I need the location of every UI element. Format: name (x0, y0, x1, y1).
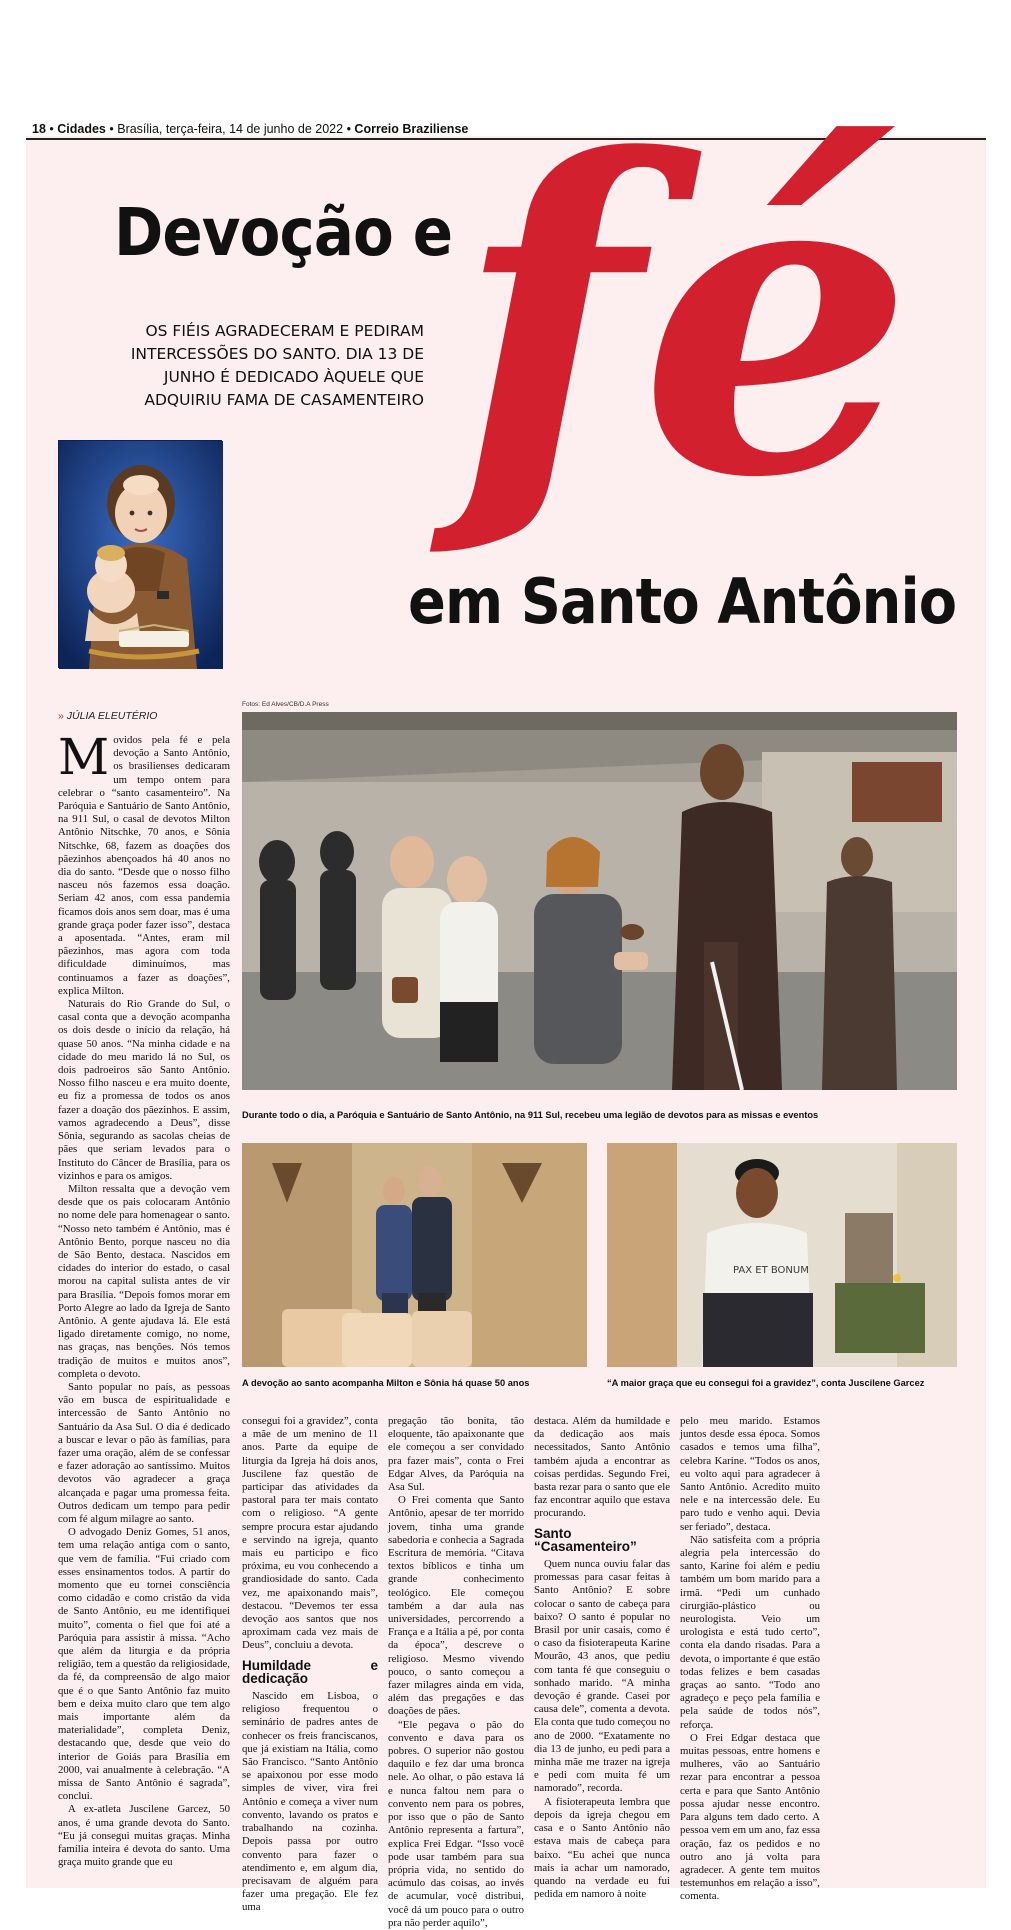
folio-separator: • (109, 122, 118, 136)
woman-illustration (607, 1143, 957, 1367)
article-paragraph: O Frei comenta que Santo Antônio, apesar de ter morrido jovem, tinha uma grande sabedoria e conhecia a Sagrada Escritura de memória. “Citava textos bíblicos e tinha um grande conhecimento teológico. Ele começou também a dar aula nas universidades, percorrendo a França e a Itália a pé, por conta da época”, descreve o religioso. Mesmo vivendo pouco, o santo começou a fazer milagres ainda em vida, além das pregações e das doações de pães. (388, 1494, 524, 1718)
article-paragraph: O advogado Deniz Gomes, 51 anos, tem uma relação antiga com o santo, que vem de família. “Fui criado com esses ensinamentos todos. A partir do momento que eu tornei consciência como cidadão e como cristão da vida de Santo Antônio, eu me identifiquei muito”, comenta o fiel que foi até a Paróquia para assistir à missa. “Acho que além da liturgia e da própria religião, tem a questão da religiosidade, da fé, da compreensão de algo maior que é o que Santo Antônio faz muito bem e deixa muito claro que tem algo mais importante além da materialidade”, completa Deniz, destacando que, desde que veio do interior de Goiás para Brasília em 2000, vai anualmente à celebração. “A missa de Santo Antônio é sagrada”, conclui. (58, 1526, 230, 1803)
article-paragraph: pelo meu marido. Estamos juntos desde essa época. Somos casados e temos uma filha”, celebra Karine. “Todos os anos, eu volto aqui para agradecer à Santo Antônio. Acredito muito nele e na intercessão dele. Eu paro tudo e venho aqui. Devia ser feriado”, destaca. (680, 1415, 820, 1533)
main-photo-devotees (242, 712, 957, 1090)
article-paragraph: Não satisfeita com a própria alegria pela intercessão do santo, Karine foi além e pediu também um bom marido para a irmã. “Pedi um cunhado cirurgião-plástico ou neurologista. Veio um urologista e está tudo certo”, conta ela dando risadas. Para a devota, o importante é que estão todas felizes e bem casadas graças ao santo. “Todo ano agradeço e peço pela família e pela saúde de todos nós”, reforça. (680, 1533, 820, 1731)
subheading-casamenteiro: Santo “Casamenteiro” (534, 1525, 637, 1554)
byline-author: JÚLIA ELEUTÉRIO (66, 710, 158, 722)
subheadline-line: JUNHO É DEDICADO ÀQUELE QUE (163, 368, 424, 386)
couple-illustration (242, 1143, 587, 1367)
article-paragraph: O Frei Edgar destaca que muitas pessoas, entre homens e mulheres, vão ao Santuário rezar para encontrar a pessoa certa e para que Santo Antônio possa ajudar nesse encontro. Para alguns tem dado certo. A pessoa vem em um ano, faz essa oração, faz os pedidos e no outro ano já volta para agradecer. A gente tem muitos testemunhos em relação a isso”, comenta. (680, 1731, 821, 1903)
article-column-1 (58, 728, 230, 1889)
byline-marker: » (58, 710, 64, 722)
statue-illustration (59, 441, 223, 669)
article-paragraph: A ex-atleta Juscilene Garcez, 50 anos, é uma grande devota do Santo. “Eu já consegui muitas graças. Minha família inteira é devota do santo. Uma graça muito grande que eu (58, 1803, 230, 1869)
photo-juscilene (607, 1143, 957, 1367)
article-paragraph: Quem nunca ouviu falar das promessas para casar feitas à Santo Antônio? E sobre colocar o santo de cabeça para baixo? O santo é popular no Brasil por unir casais, como é o caso da fisioterapeuta Karine Mourão, 43 anos, que pediu com tanta fé que conseguiu o sonhado marido. “A minha devoção é grande. Casei por causa dele”, comenta a devota. Ela conta que tudo começou no ano de 2000. “Exatamente no dia 13 de junho, eu pedi para a minha mãe me trazer na igreja e pedi com muita fé um namorado”, recorda. (534, 1558, 670, 1795)
byline (58, 710, 157, 722)
article-paragraph: consegui foi a gravidez”, conta a mãe de um menino de 11 anos. Parte da equipe de liturgia da Igreja há dois anos, Juscilene faz questão de participar das atividades da pastoral para ter mais contato com o religioso. “A gente sempre procura estar ajudando e servindo na igreja, quanto mais eu participo e fico próxima, eu vou conhecendo a grandiosidade do santo. Cada vez, me apaixonando mais”, destacou. “Devemos ter essa devoção aos santos que nos aproximam cada vez mais de Deus”, concluiu a devota. (242, 1415, 378, 1652)
article-paragraph: pregação tão bonita, tão eloquente, tão apaixonante que ele começou a ser convidado pra fazer mais”, conta o Frei Edgar Alves, da Paróquia na Asa Sul. (388, 1415, 524, 1494)
folio-separator: • (49, 122, 58, 136)
article-paragraph: destaca. Além da humildade e da dedicação aos mais necessitados, Santo Antônio também ajuda a encontrar as coisas perdidas. Segundo Frei, basta rezar para o santo que ele faz encontrar aquilo que estava procurando. (534, 1415, 670, 1520)
subheadline-line: OS FIÉIS AGRADECERAM E PEDIRAM (145, 322, 424, 340)
shirt-print: PAX ET BONUM (733, 1265, 809, 1276)
subheadline-line: INTERCESSÕES DO SANTO. DIA 13 DE (130, 345, 424, 363)
page-number: 18 (32, 122, 46, 136)
subheadline-line: ADQUIRIU FAMA DE CASAMENTEIRO (144, 391, 424, 409)
main-photo-caption: Durante todo o dia, a Paróquia e Santuário de Santo Antônio, na 911 Sul, recebeu uma legião de devotos para as missas e eventos (242, 1110, 819, 1120)
headline-big-word: fé (455, 67, 914, 572)
article-paragraph: Nascido em Lisboa, o religioso frequentou o seminário de padres antes de conhecer os freis franciscanos, que já existiam na Itália, como São Francisco. “Santo Antônio se apaixonou por esse modo simples de viver, vira frei Antônio e começa a viver num convento, lavando os pratos e trabalhando na cozinha. Depois passa por outro convento para fazer o atendimento e, em algum dia, precisavam de alguém para fazer uma pregação. Ele fez uma (242, 1690, 378, 1914)
headline-part-2: em Santo Antônio (408, 565, 957, 638)
article-column-5 (680, 1415, 821, 1903)
subheadline (118, 320, 424, 412)
newspaper-name: Correio Braziliense (354, 122, 469, 136)
article-column-2 (242, 1415, 378, 1914)
article-paragraph (58, 728, 230, 998)
woman-photo-caption: “A maior graça que eu consegui foi a gravidez”, conta Juscilene Garcez (607, 1378, 925, 1388)
article-paragraph: Santo popular no país, as pessoas vão em busca de espiritualidade e intercessão de Santo Antônio no Santuário da Asa Sul. O dia é dedicado a buscar e levar o pão às famílias, para fazer uma oração, além de se confessar e fazer adoração ao santíssimo. Muitos devotos vão agradecer a graça alcançada e pagar uma promessa feita. Outros dedicam um tempo para pedir com fé algum milagre ao santo. (58, 1380, 230, 1525)
article-paragraph: A fisioterapeuta lembra que depois da igreja chegou em casa e o Santo Antônio não estava mais de cabeça para baixo. “Eu achei que nunca mais ia achar um namorado, quando na verdade eu fui pedida em namoro à noite (534, 1795, 670, 1901)
photo-milton-sonia (242, 1143, 587, 1367)
drop-cap: M (58, 728, 110, 786)
saint-anthony-statue-photo (58, 440, 222, 668)
article-lead: ovidos pela fé e pela devoção a Santo Antônio, os brasilienses dedicaram um tempo ontem para celebrar o “santo casamenteiro”. Na Paróquia e Santuário de Santo Antônio, na 911 Sul, o casal de devotos Milton Antônio Nitschke, 70 anos, e Sônia Nitschke, 68, fazem as doações dos pãezinhos abençoados há 40 anos no dia do santo. “Desde que o nosso filho nasceu nós fazemos essa doação. Seriam 42 anos, com essa pandemia ficamos dois anos sem doar, mas é uma grande graça poder fazer isso”, destaca a aposentada. “Antes, eram mil pãezinhos, mas agora com toda dificuldade diminuímos, mas continuamos a fazer as doações”, explica Milton. (58, 734, 230, 997)
dateline: Brasília, terça-feira, 14 de junho de 2022 (117, 122, 344, 136)
article-paragraph: “Ele pegava o pão do convento e dava para os pobres. O superior não gostou daquilo e fez dar uma bronca nele. Ao olhar, o pão estava lá e nunca faltou nem para o convento nem para os pobres, por isso que o pão de Santo Antônio representa a fartura”, explica Frei Edgar. “Isso você pode usar também para sua própria vida, no sentido do acúmulo das coisas, ao invés de acumular, você distribui, você dá um pouco para o outro pra não perder aquilo”, (388, 1718, 524, 1929)
church-crowd-illustration (242, 712, 957, 1090)
article-column-4 (534, 1415, 670, 1901)
photo-credit: Fotos: Ed Alves/CB/D.A Press (242, 701, 329, 708)
folio-separator: • (346, 122, 355, 136)
headline-part-1: Devoção e (114, 194, 453, 271)
section-name: Cidades (57, 122, 106, 136)
subheading-humildade: Humildade e dedicação (242, 1657, 378, 1686)
article-paragraph: Naturais do Rio Grande do Sul, o casal conta que a devoção acompanha os dois desde o início da relação, há quase 50 anos. “Na minha cidade e na cidade do meu marido lá no Sul, os dois padroeiros são Santo Antônio. Nosso filho nasceu e era muito doente, eu fiz a promessa de todos os anos fazer a doação dos pãezinhos. E assim, vamos agradecendo a Deus”, disse Sônia, segurando as sacolas cheias de pães que seriam levados para o Instituto do Câncer de Brasília, para os vizinhos e para os amigos. (58, 998, 230, 1182)
article-column-3 (388, 1415, 524, 1929)
article-paragraph: Milton ressalta que a devoção vem desde que os pais colocaram Antônio no nome dele para homenagear o santo. “Nosso neto também é Antônio, mas é Antônio Bento, porque nasceu no dia de São Bento, destaca. Nascidos em cidades do interior do estado, o casal morou na capital sulista antes de vir para Brasília. “Depois fomos morar em Porto Alegre ao lado da Igreja de Santo Antônio. A gente ajudava lá. Ele está ligado diretamente comigo, no nome, nas graças, nas benções. Nós temos tradição de muitos e muitos anos”, completa o devoto. (58, 1182, 230, 1380)
folio-line (32, 122, 468, 136)
couple-photo-caption: A devoção ao santo acompanha Milton e Sônia há quase 50 anos (242, 1378, 530, 1388)
